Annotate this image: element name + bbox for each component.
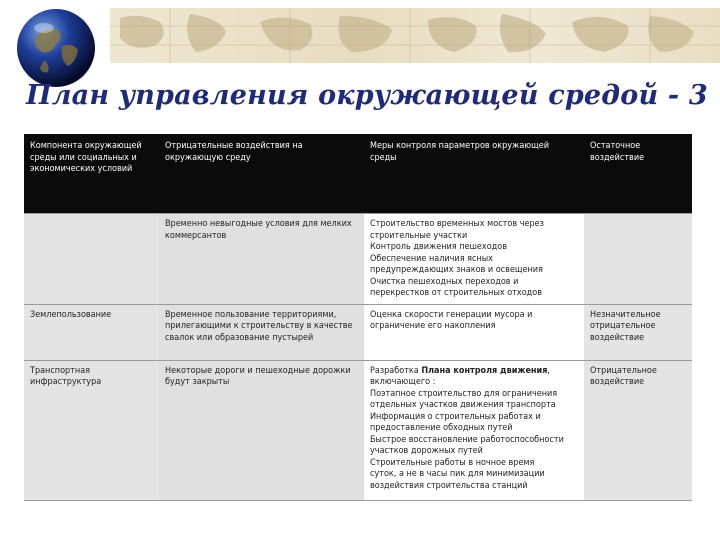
measure-suffix: , xyxy=(547,365,550,376)
row3-component: Транспортная инфраструктура xyxy=(24,360,159,500)
measure-line: Обеспечение наличия ясных xyxy=(370,253,493,264)
globe-icon xyxy=(14,6,98,90)
measure-line: Строительство временных мостов через xyxy=(370,219,544,229)
slide-title: План управления окружающей средой - 3 xyxy=(26,80,708,111)
world-map-banner xyxy=(110,8,720,63)
measure-line: включающего : xyxy=(370,377,436,387)
header-residual-impact: Остаточное воздействие xyxy=(584,134,692,214)
measure-line: Оценка скорости генерации мусора и xyxy=(370,309,533,320)
row1-residual xyxy=(584,214,692,305)
measure-line: суток, а не в часы пик для минимизации xyxy=(370,469,545,479)
measure-prefix: Разработка xyxy=(370,365,422,376)
row1-component xyxy=(24,214,159,305)
row3-impact: Некоторые дороги и пешеходные дорожки будут закрыты xyxy=(159,360,364,500)
row3-residual: Отрицательное воздействие xyxy=(584,360,692,500)
row2-measures xyxy=(364,304,584,360)
measure-line: предупреждающих знаков и освещения xyxy=(370,265,543,275)
measure-line: строительные участки xyxy=(370,230,468,241)
table-header-row xyxy=(24,134,692,214)
measure-line: воздействия строительства станций xyxy=(370,480,528,491)
row2-residual: Незначительное отрицательное воздействие xyxy=(584,304,692,360)
row2-impact: Временное пользование территориями, прилегающими к строительству в качестве свалок или образование пустырей xyxy=(159,304,364,360)
measure-line: Информация о строительных работах и xyxy=(370,411,541,422)
measure-line: Контроль движения пешеходов xyxy=(370,242,507,252)
measure-line: предоставление обходных путей xyxy=(370,423,513,433)
row2-component: Землепользование xyxy=(24,304,159,360)
measure-line: перекрестков от строительных отходов xyxy=(370,288,542,298)
row1-measures xyxy=(364,214,584,305)
row1-impact: Временно невыгодные условия для мелких коммерсантов xyxy=(159,214,364,305)
map-pattern xyxy=(110,8,720,63)
header-band xyxy=(0,0,720,70)
table-row xyxy=(24,304,692,360)
measure-line: Строительные работы в ночное время xyxy=(370,457,535,468)
measure-line: участков дорожных путей xyxy=(370,446,483,456)
header-component: Компонента окружающей среды или социальных и экономических условий xyxy=(24,134,159,214)
environmental-plan-table xyxy=(24,134,692,501)
traffic-plan-highlight: Плана контроля движения xyxy=(421,365,548,376)
measure-line: отдельных участков движения транспорта xyxy=(370,400,556,410)
measure-intro xyxy=(370,366,578,378)
header-negative-impact: Отрицательные воздействия на окружающую среду xyxy=(159,134,364,214)
table-row xyxy=(24,360,692,500)
measure-line: ограничение его накопления xyxy=(370,321,496,331)
measure-line: Быстрое восстановление работоспособности xyxy=(370,434,564,445)
row3-measures xyxy=(364,360,584,500)
measure-line: Поэтапное строительство для ограничения xyxy=(370,388,558,399)
table-row xyxy=(24,214,692,305)
measure-line: Очистка пешеходных переходов и xyxy=(370,276,519,287)
header-control-measures: Меры контроля параметров окружающей среды xyxy=(364,134,584,214)
